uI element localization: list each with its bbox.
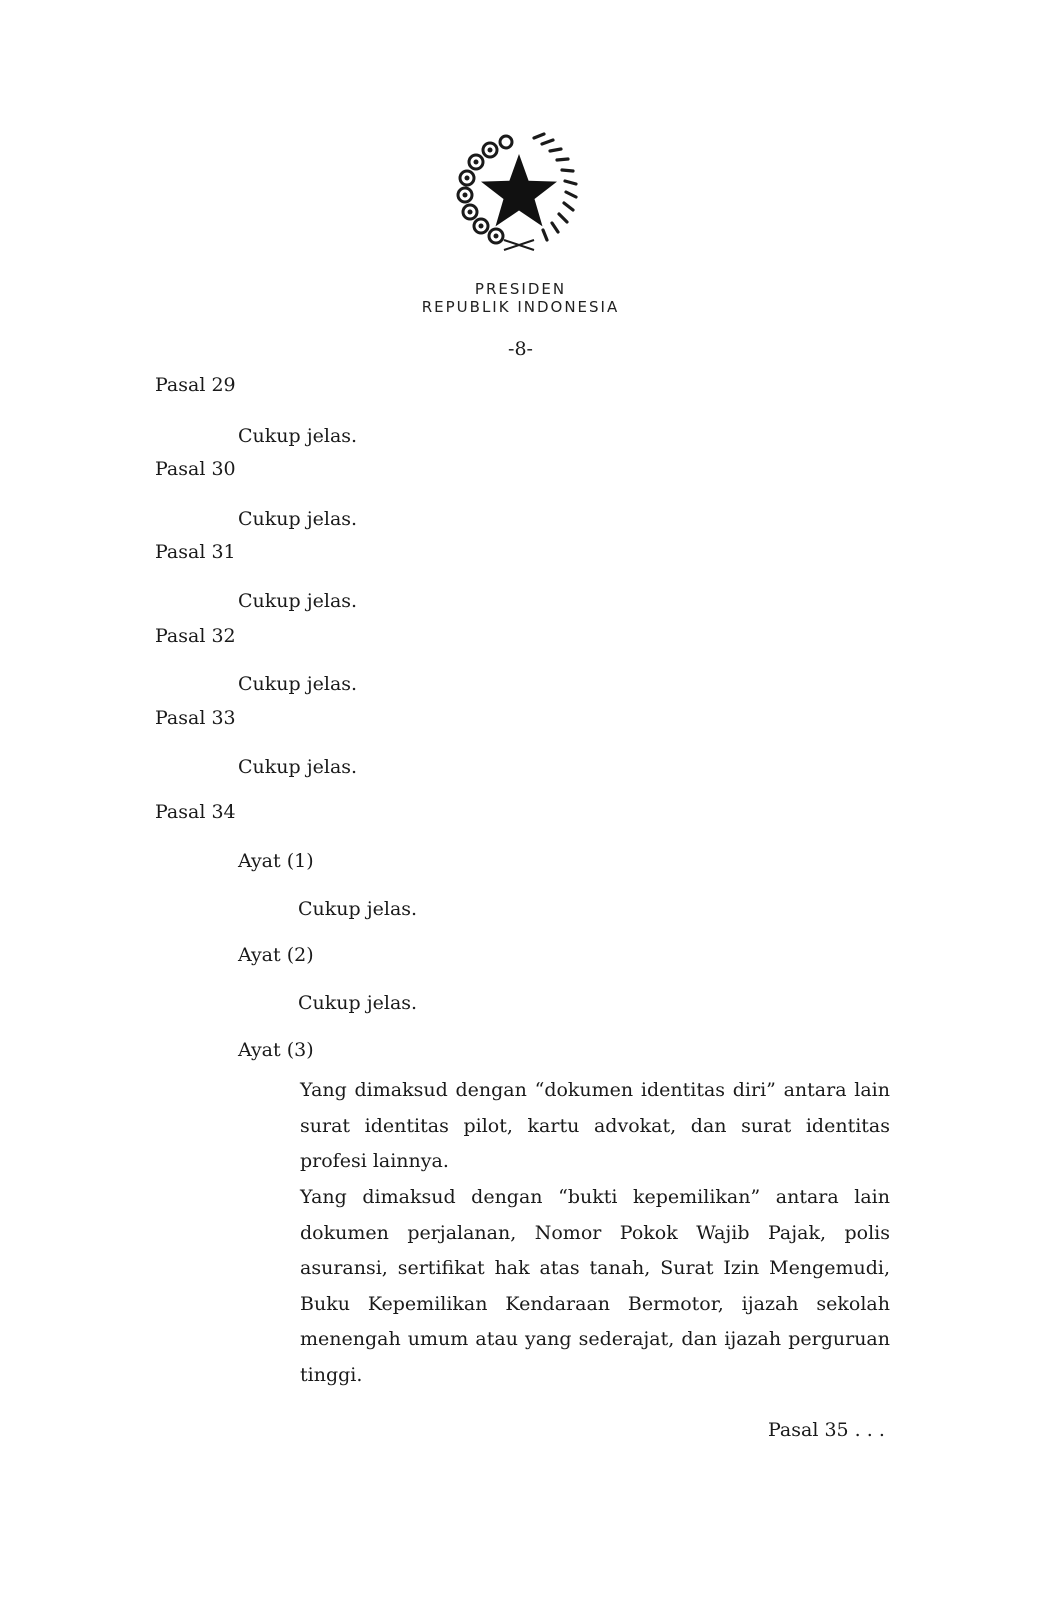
pasal-31-title: Pasal 31: [155, 541, 236, 563]
ayat-3-label: Ayat (3): [238, 1039, 314, 1061]
ayat-3-paragraph-1: Yang dimaksud dengan “dokumen identitas diri” antara lain surat identitas pilot, kartu advokat, dan surat identitas profesi lainnya.: [300, 1079, 890, 1172]
pasal-30-body: Cukup jelas.: [238, 508, 358, 530]
header-presiden: PRESIDEN: [474, 280, 567, 298]
ayat-1-body: Cukup jelas.: [298, 898, 418, 920]
pasal-32-title: Pasal 32: [155, 625, 236, 647]
ayat-3-paragraph-2: Yang dimaksud dengan “bukti kepemilikan” antara lain dokumen perjalanan, Nomor Pokok Wajib Pajak, polis asuransi, sertifikat hak atas tanah, Surat Izin Mengemudi, Buku Kepemilikan Kendaraan Bermotor, ijazah sekolah menengah umum atau yang sederajat, dan ijazah perguruan tinggi.: [300, 1186, 890, 1386]
presidential-emblem-icon: [452, 128, 586, 256]
ayat-2-body: Cukup jelas.: [298, 992, 418, 1014]
pasal-31-body: Cukup jelas.: [238, 590, 358, 612]
pasal-34-title: Pasal 34: [155, 801, 236, 823]
pasal-29-body: Cukup jelas.: [238, 425, 358, 447]
pasal-29-title: Pasal 29: [155, 374, 236, 396]
pasal-33-body: Cukup jelas.: [238, 756, 358, 778]
ayat-1-label: Ayat (1): [238, 850, 314, 872]
pasal-30-title: Pasal 30: [155, 458, 236, 480]
page-number: -8-: [508, 338, 533, 360]
continuation-note: Pasal 35 . . .: [768, 1419, 885, 1441]
ayat-2-label: Ayat (2): [238, 944, 314, 966]
pasal-32-body: Cukup jelas.: [238, 673, 358, 695]
pasal-33-title: Pasal 33: [155, 707, 236, 729]
header-republik-indonesia: REPUBLIK INDONESIA: [421, 298, 620, 316]
